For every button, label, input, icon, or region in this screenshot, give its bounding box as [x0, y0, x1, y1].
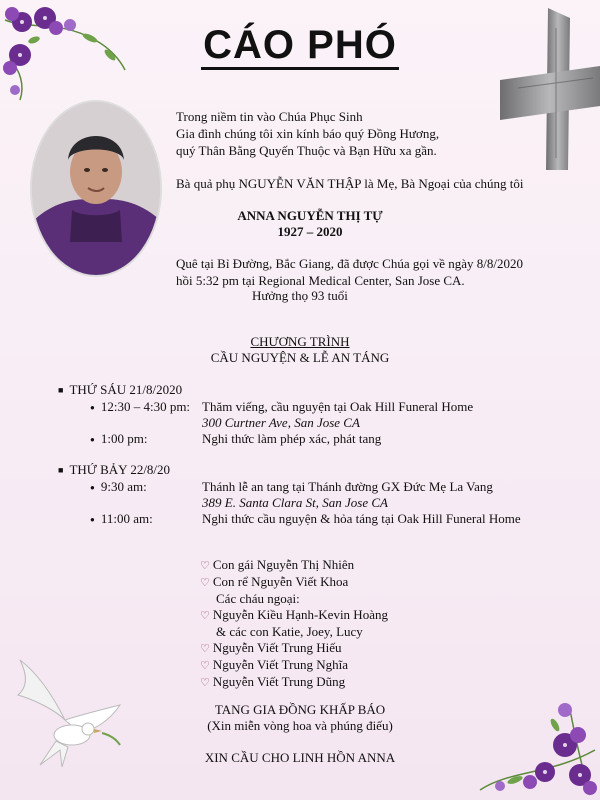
- page-title: CÁO PHÓ: [0, 22, 600, 68]
- family-member: ♡ Nguyễn Kiều Hạnh-Kevin Hoàng: [200, 607, 388, 622]
- heart-outline-icon: ♡: [200, 560, 210, 572]
- intro-line: quý Thân Bằng Quyến Thuộc và Bạn Hữu xa gần.: [176, 143, 437, 158]
- family-member-children: & các con Katie, Joey, Lucy: [216, 624, 363, 639]
- announcement-text: Bà quả phụ NGUYỄN VĂN THẬP là Mẹ, Bà Ngoại của chúng tôi: [176, 176, 524, 191]
- family-member: ♡ Nguyễn Viết Trung Nghĩa: [200, 657, 348, 672]
- event-time: ● 1:00 pm:: [90, 430, 147, 449]
- family-member: ♡ Con gái Nguyễn Thị Nhiên: [200, 557, 355, 572]
- event-description: Thánh lễ an tang tại Thánh đường GX Đức Mẹ La Vang: [202, 479, 493, 494]
- closing-line: TANG GIA ĐỒNG KHẤP BÁO: [214, 702, 386, 717]
- deceased-name: ANNA NGUYỄN THỊ TỰ: [237, 208, 383, 223]
- deceased-years: 1927 – 2020: [277, 224, 343, 239]
- details-paragraph: [176, 255, 576, 289]
- details-line: Quê tại Bỉ Đường, Bắc Giang, đã được Chúa gọi về ngày 8/8/2020: [176, 256, 524, 271]
- closing-note: (Xin miễn vòng hoa và phúng điếu): [207, 718, 393, 733]
- heart-outline-icon: ♡: [200, 577, 210, 589]
- grandchildren-label: Các cháu ngoại:: [216, 591, 300, 606]
- event-description: Nghi thức làm phép xác, phát tang: [202, 431, 382, 446]
- family-member: ♡ Con rể Nguyễn Viết Khoa: [200, 574, 349, 589]
- day-heading: ■ THỨ SÁU 21/8/2020: [58, 381, 182, 400]
- day-heading: ■ THỨ BẢY 22/8/20: [58, 461, 170, 480]
- event-address: 389 E. Santa Clara St, San Jose CA: [202, 495, 388, 510]
- event-description: Thăm viếng, cầu nguyện tại Oak Hill Funeral Home: [202, 399, 474, 414]
- event-address: 300 Curtner Ave, San Jose CA: [202, 415, 360, 430]
- heart-outline-icon: ♡: [200, 660, 210, 672]
- details-line: hồi 5:32 pm tại Regional Medical Center, San Jose CA.: [176, 273, 465, 288]
- intro-paragraph: [176, 108, 506, 159]
- dove-icon: [10, 655, 135, 780]
- family-list: [200, 557, 460, 691]
- intro-line: Trong niềm tin vào Chúa Phục Sinh: [176, 109, 363, 124]
- heart-outline-icon: ♡: [200, 610, 210, 622]
- heart-outline-icon: ♡: [200, 643, 210, 655]
- age-text: Hưởng thọ 93 tuổi: [252, 288, 348, 303]
- event-time: ● 11:00 am:: [90, 510, 153, 529]
- program-subtitle: CẦU NGUYỆN & LỄ AN TÁNG: [210, 350, 390, 365]
- heart-outline-icon: ♡: [200, 677, 210, 689]
- family-member: ♡ Nguyễn Viết Trung Hiếu: [200, 640, 342, 655]
- closing-prayer: XIN CẦU CHO LINH HỒN ANNA: [204, 750, 396, 765]
- event-description: Nghi thức cầu nguyện & hỏa táng tại Oak Hill Funeral Home: [202, 511, 521, 526]
- flower-decoration-bottom-right: [470, 690, 600, 800]
- program-title: CHƯƠNG TRÌNH: [250, 334, 350, 349]
- intro-line: Gia đình chúng tôi xin kính báo quý Đồng Hương,: [176, 126, 440, 141]
- portrait-photo: [30, 100, 162, 277]
- event-time: ● 12:30 – 4:30 pm:: [90, 398, 190, 417]
- event-time: ● 9:30 am:: [90, 478, 147, 497]
- family-member: ♡ Nguyễn Viết Trung Dũng: [200, 674, 346, 689]
